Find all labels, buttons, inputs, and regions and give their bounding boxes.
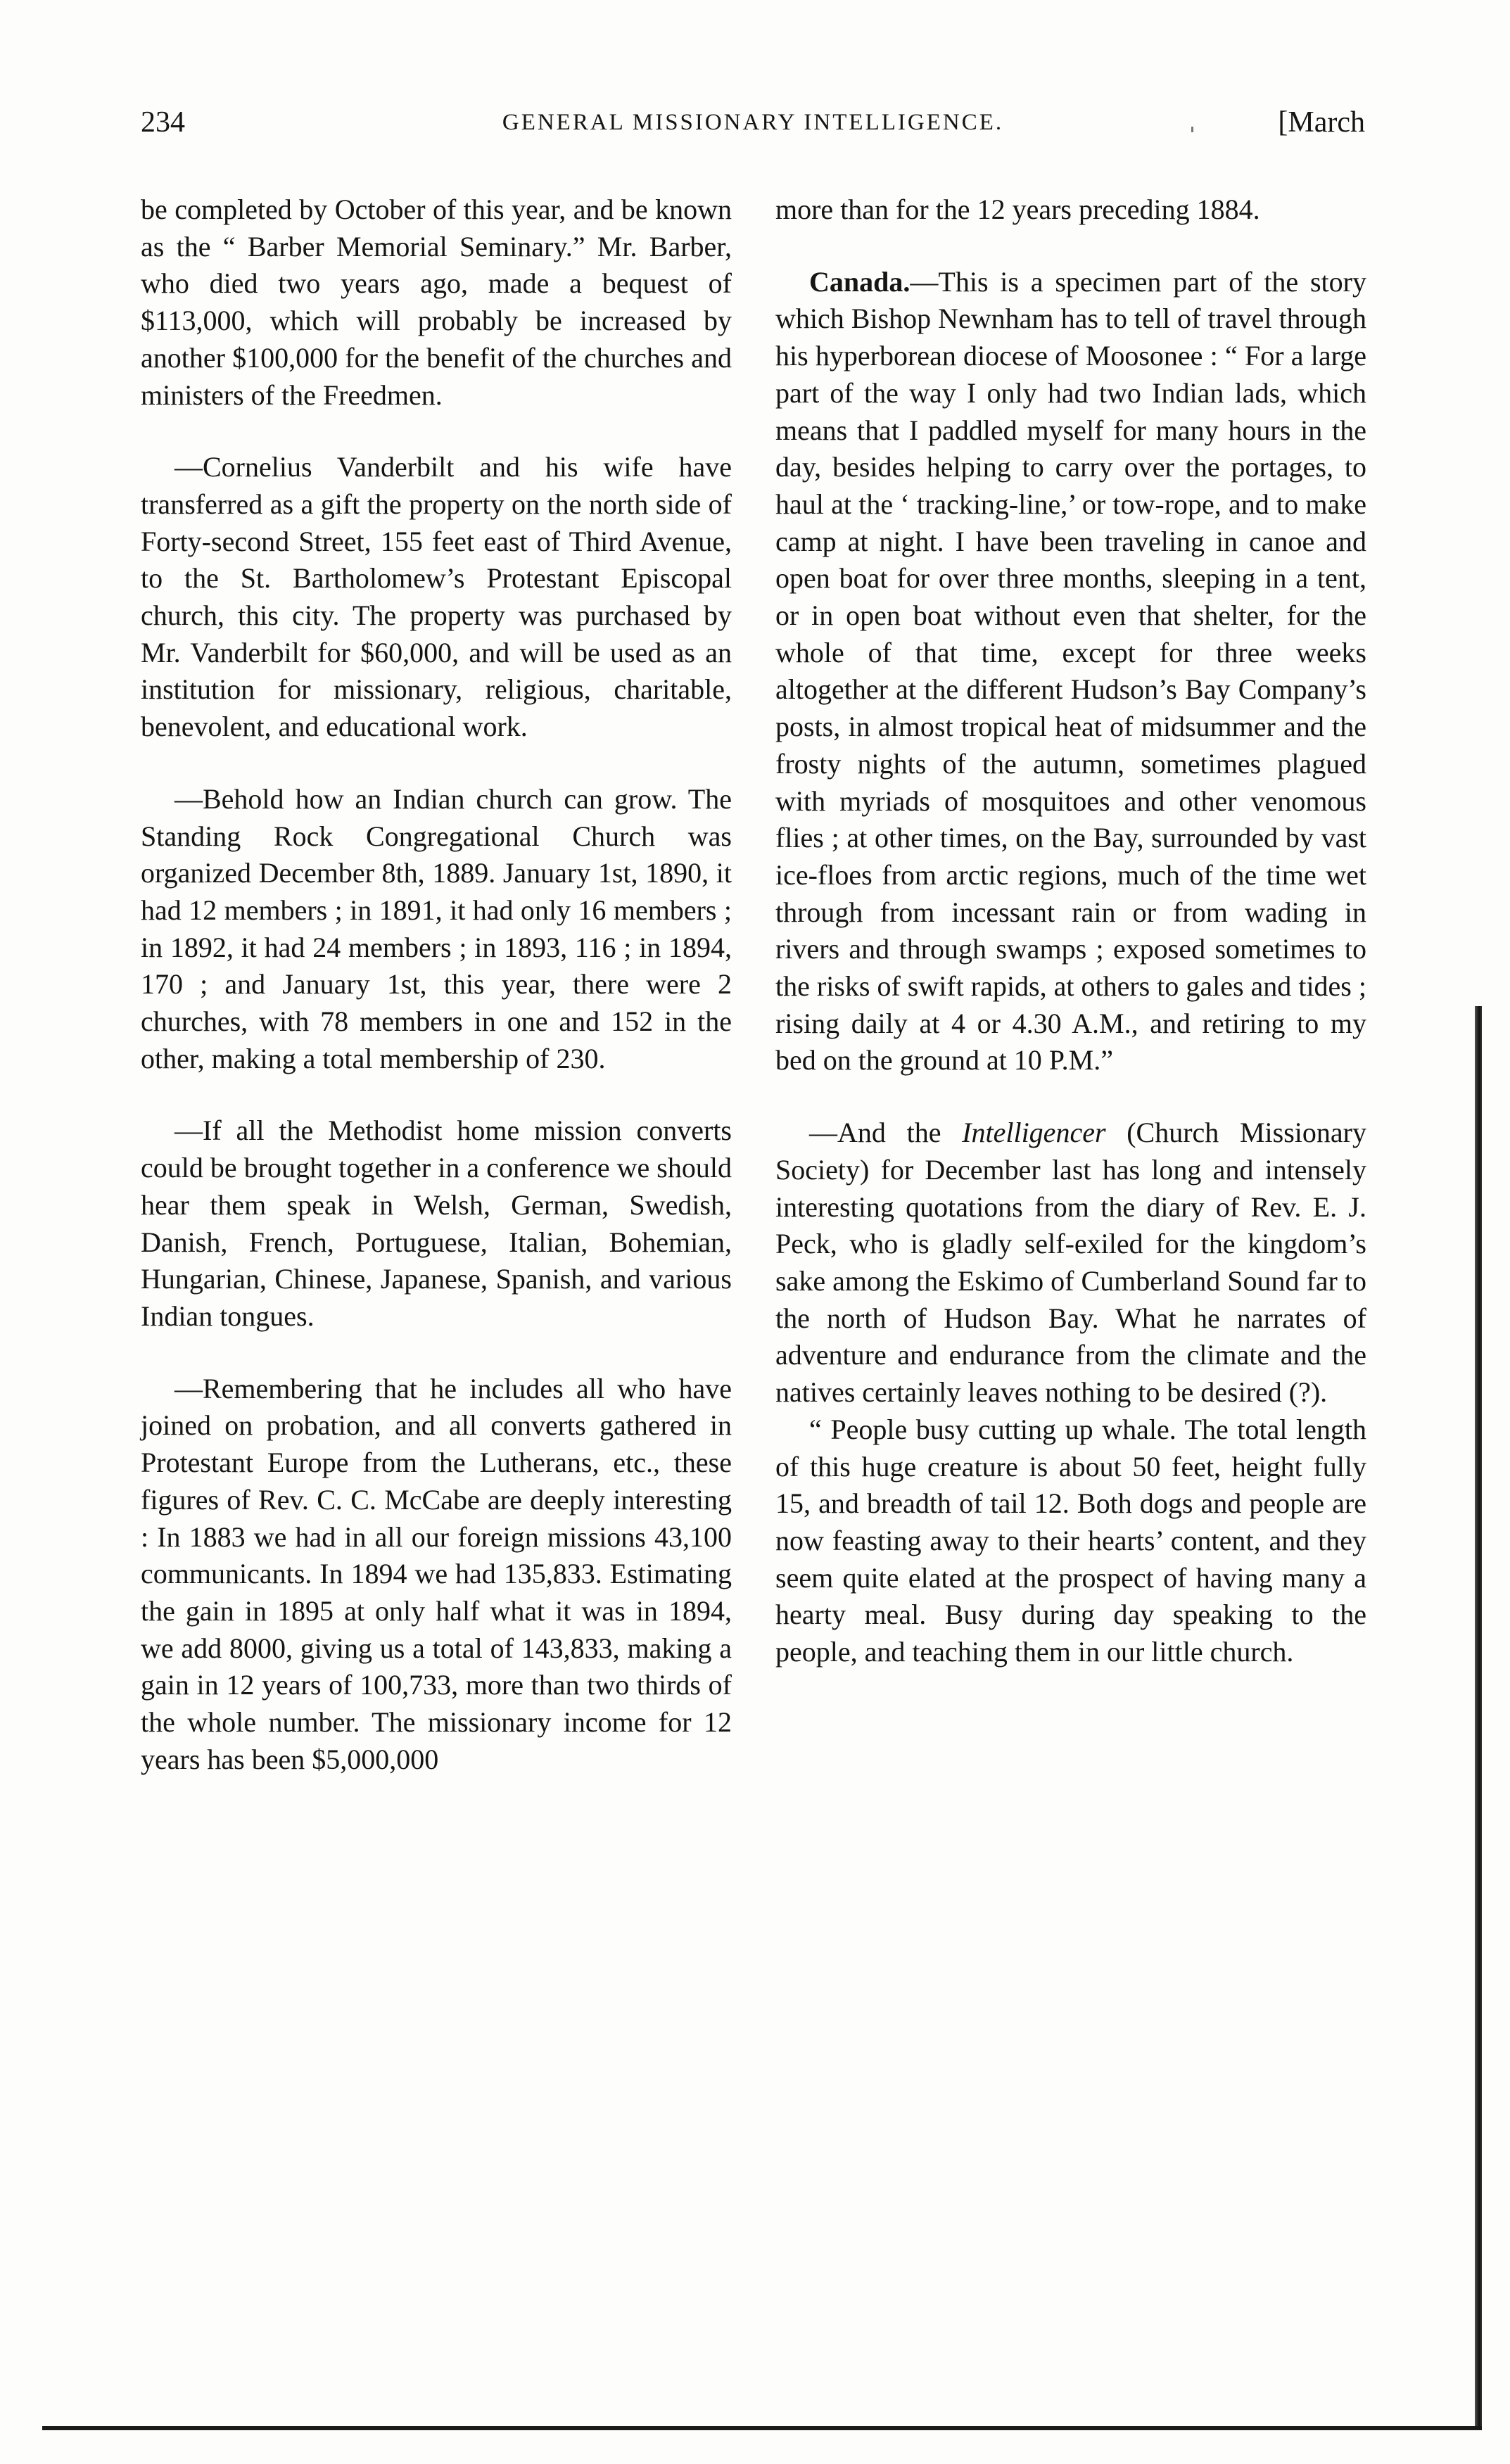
running-title: GENERAL MISSIONARY INTELLIGENCE. bbox=[502, 110, 1004, 135]
paragraph-barber-seminary: be completed by October of this year, and be known as the “ Barber Memorial Seminary.” Mr. Barber, who died two years ago, made a bequest of $113,000, which will probably be increased by another $100,000 for the benefit of the churches and ministers of the Freedmen. bbox=[141, 193, 732, 411]
paragraph-whale-diary: “ People busy cutting up whale. The total length of this huge creature is about 50 feet, height fully 15, and breadth of tail 12. Both dogs and people are now feasting away to their hearts’ content, and they seem quite elated at the prospect of having many a hearty meal. Busy during day speaking to the people, and teaching them in our little church. bbox=[775, 1413, 1366, 1668]
paragraph-methodist-converts: —If all the Methodist home mission converts could be brought together in a conference we should hear them speak in Welsh, German, Swedish, Danish, French, Portuguese, Italian, Bohemian, Hungarian, Chinese, Japanese, Spanish, and various Indian tongues. bbox=[141, 1114, 732, 1332]
paragraph-intelligencer-lead: —And the bbox=[809, 1117, 963, 1149]
page-header bbox=[141, 106, 1365, 155]
page-number: 234 bbox=[141, 106, 185, 139]
scan-bottom-edge bbox=[42, 2426, 1482, 2430]
paragraph-mccabe-figures: —Remembering that he includes all who have joined on probation, and all converts gathered in Protestant Europe from the Lutherans, etc., these figures of Rev. C. C. McCabe are deeply interesting : In 1883 we had in all our foreign missions 43,100 communicants. In 1894 we had 135,833. Estimating the gain in 1895 at only half what it was in 1894, we add 8000, giving us a total of 143,833, making a gain in 12 years of 100,733, more than two thirds of the whole number. The missionary income for 12 years has been $5,000,000 bbox=[141, 1372, 732, 1775]
running-month: [March bbox=[1278, 106, 1365, 139]
scan-speck bbox=[1191, 127, 1193, 132]
periodical-title: Intelligencer bbox=[962, 1117, 1106, 1149]
paragraph-canada-text: —This is a specimen part of the story which Bishop Newnham has to tell of travel through his hyperborean diocese of Moosonee : “ For a large part of the way I only had two Indian lads, which means that I paddled myself for many hours in the day, besides helping to carry over the portages, to haul at the ‘ tracking-line,’ or tow-rope, and to make camp at night. I have been traveling in canoe and open boat for over three months, sleeping in a tent, or in open boat without even that shelter, for the whole of that time, except for three weeks altogether at the different Hudson’s Bay Company’s posts, in almost tropical heat of midsummer and the frosty nights of the autumn, sometimes plagued with myriads of mosquitoes and other venomous flies ; at other times, on the Bay, surrounded by vast ice-floes from arctic regions, much of the time wet through from incessant rain or from wading in rivers and through swamps ; exposed sometimes to the risks of swift rapids, at others to gales and tides ; rising daily at 4 or 4.30 A.M., and retiring to my bed on the ground at 10 P.M.” bbox=[775, 265, 1366, 1077]
runin-heading-canada: Canada. bbox=[809, 265, 911, 298]
paragraph-continuation: more than for the 12 years preceding 1884. bbox=[775, 193, 1260, 225]
right-column bbox=[775, 191, 1366, 1671]
left-column bbox=[141, 191, 732, 1778]
paragraph-canada bbox=[775, 264, 1366, 1079]
paragraph-intelligencer bbox=[775, 1114, 1366, 1411]
paragraph-standing-rock-church: —Behold how an Indian church can grow. The Standing Rock Congregational Church was organized December 8th, 1889. January 1st, 1890, it had 12 members ; in 1891, it had only 16 members ; in 1892, it had 24 members ; in 1893, 116 ; in 1894, 170 ; and January 1st, this year, there were 2 churches, with 78 members in one and 152 in the other, making a total membership of 230. bbox=[141, 782, 732, 1074]
scan-edge-shadow bbox=[1475, 1006, 1482, 2427]
paragraph-intelligencer-text: (Church Missionary Society) for December last has long and intensely interesting quotations from the diary of Rev. E. J. Peck, who is gladly self-exiled for the kingdom’s sake among the Eskimo of Cumberland Sound far to the north of Hudson Bay. What he narrates of adventure and endurance from the climate and the natives certainly leaves nothing to be desired (?). bbox=[775, 1117, 1366, 1409]
paragraph-vanderbilt-gift: —Cornelius Vanderbilt and his wife have transferred as a gift the property on the north side of Forty-second Street, 155 feet east of Third Avenue, to the St. Bartholomew’s Protestant Episcopal church, this city. The property was purchased by Mr. Vanderbilt for $60,000, and will be used as an institution for missionary, religious, charitable, benevolent, and educational work. bbox=[141, 451, 732, 743]
